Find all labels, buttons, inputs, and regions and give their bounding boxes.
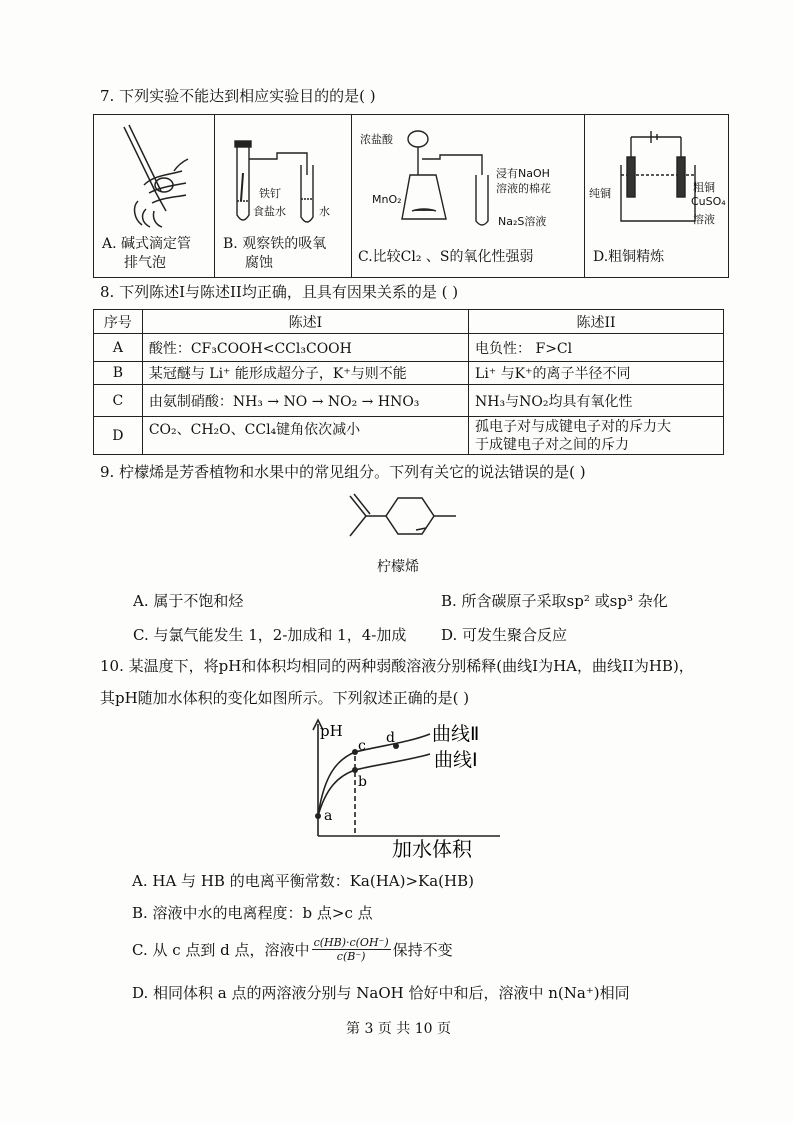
q8-header-s1: 陈述I xyxy=(142,310,468,334)
point-a: a xyxy=(324,808,333,824)
page-footer: 第 3 页 共 10 页 xyxy=(346,1021,451,1037)
q8-row-id: B xyxy=(94,362,143,385)
graph-xlabel: 加水体积 xyxy=(392,837,472,860)
q10-stem-line1: 10. 某温度下，将pH和体积均相同的两种弱酸溶液分别稀释(曲线I为HA，曲线II为HB)， xyxy=(100,657,694,675)
q8-row-s2 xyxy=(469,417,724,455)
q8-table xyxy=(93,309,724,455)
q8-header-s2: 陈述II xyxy=(469,310,724,334)
label-pure-copper: 纯铜 xyxy=(589,187,611,200)
label-crude-copper: 粗铜 xyxy=(693,181,715,194)
q9-stem: 9. 柠檬烯是芳香植物和水果中的常见组分。下列有关它的说法错误的是( ) xyxy=(100,463,586,481)
fraction xyxy=(312,936,391,963)
q8-row-id: A xyxy=(94,334,143,362)
q8-row-s2: 电负性： F>Cl xyxy=(469,334,724,362)
curve-1-label: 曲线Ⅰ xyxy=(434,749,478,771)
q8-row-s2: Li⁺ 与K⁺的离子半径不同 xyxy=(469,362,724,385)
point-b: b xyxy=(358,774,367,790)
q10-option-c xyxy=(132,936,453,963)
q8-row-s2-line1: 孤电子对与成键电子对的斥力大 xyxy=(475,418,672,435)
label-na2s: Na₂S溶液 xyxy=(498,215,547,228)
q7-cell-a xyxy=(94,115,215,278)
q7-b-caption-2: 腐蚀 xyxy=(245,255,273,271)
q8-row-id: C xyxy=(94,385,143,417)
q7-stem: 7. 下列实验不能达到相应实验目的的是( ) xyxy=(100,87,376,105)
label-mno2: MnO₂ xyxy=(372,193,402,206)
q8-row-s1: 某冠醚与 Li⁺ 能形成超分子，K⁺与则不能 xyxy=(142,362,468,385)
q7-cell-c xyxy=(352,115,585,278)
label-cuso4: CuSO₄ xyxy=(691,195,726,208)
q7-b-caption-1: B. 观察铁的吸氧 xyxy=(223,236,327,252)
q9-option-c: C. 与氯气能发生 1，2-加成和 1，4-加成 xyxy=(133,626,407,644)
fraction-denominator: c(B⁻) xyxy=(336,950,366,963)
q8-row-s2: NH₃与NO₂均具有氧化性 xyxy=(469,385,724,417)
q7-apparatus-table xyxy=(93,114,729,278)
q10-option-d: D. 相同体积 a 点的两溶液分别与 NaOH 恰好中和后，溶液中 n(Na⁺)相同 xyxy=(132,984,630,1002)
q8-row-s2-line2: 于成键电子对之间的斥力 xyxy=(475,436,630,453)
q8-row-s1: CO₂、CH₂O、CCl₄键角依次减小 xyxy=(142,417,468,455)
limonene-structure xyxy=(330,488,470,548)
q9-option-b: B. 所含碳原子采取sp² 或sp³ 杂化 xyxy=(441,592,668,610)
label-solution: 溶液 xyxy=(693,213,715,226)
q9-caption: 柠檬烯 xyxy=(377,559,419,575)
q10-option-b: B. 溶液中水的电离程度：b 点>c 点 xyxy=(132,904,373,922)
label-naoh-cotton-1: 浸有NaOH xyxy=(496,167,550,180)
q10-stem-line2: 其pH随加水体积的变化如图所示。下列叙述正确的是( ) xyxy=(100,689,470,707)
ph-dilution-graph xyxy=(300,716,510,860)
q8-row-s1: 酸性：CF₃COOH<CCl₃COOH xyxy=(142,334,468,362)
q7-c-caption: C.比较Cl₂ 、S的氧化性强弱 xyxy=(358,249,534,265)
graph-ylabel: pH xyxy=(320,722,343,740)
fraction-numerator: c(HB)·c(OH⁻) xyxy=(313,936,389,949)
q10-option-c-post: 保持不变 xyxy=(392,941,453,959)
q8-row-id: D xyxy=(94,417,143,455)
q9-option-d: D. 可发生聚合反应 xyxy=(441,626,568,644)
label-iron-nail: 铁钉 xyxy=(259,187,281,200)
point-d: d xyxy=(386,730,395,746)
q8-stem: 8. 下列陈述I与陈述II均正确，且具有因果关系的是 ( ) xyxy=(100,283,459,301)
q8-header-id: 序号 xyxy=(94,310,143,334)
q7-d-caption: D.粗铜精炼 xyxy=(593,249,665,265)
curve-2-label: 曲线Ⅱ xyxy=(432,723,480,745)
q7-cell-d xyxy=(585,115,729,278)
q7-a-caption-2: 排气泡 xyxy=(124,255,166,271)
q10-option-a: A. HA 与 HB 的电离平衡常数：Ka(HA)>Ka(HB) xyxy=(132,872,474,890)
q7-cell-b xyxy=(215,115,352,278)
label-salt-water: 食盐水 xyxy=(253,205,286,218)
label-conc-hcl: 浓盐酸 xyxy=(360,133,393,146)
q8-row-s1: 由氨制硝酸：NH₃ → NO → NO₂ → HNO₃ xyxy=(142,385,468,417)
q9-option-a: A. 属于不饱和烃 xyxy=(133,592,244,610)
q7-a-caption-1: A. 碱式滴定管 xyxy=(102,236,192,252)
label-naoh-cotton-2: 溶液的棉花 xyxy=(496,182,551,195)
point-c: c xyxy=(358,738,366,754)
q10-option-c-pre: C. 从 c 点到 d 点，溶液中 xyxy=(132,941,310,959)
burette-hand-figure xyxy=(94,115,214,235)
label-water: 水 xyxy=(319,205,330,218)
